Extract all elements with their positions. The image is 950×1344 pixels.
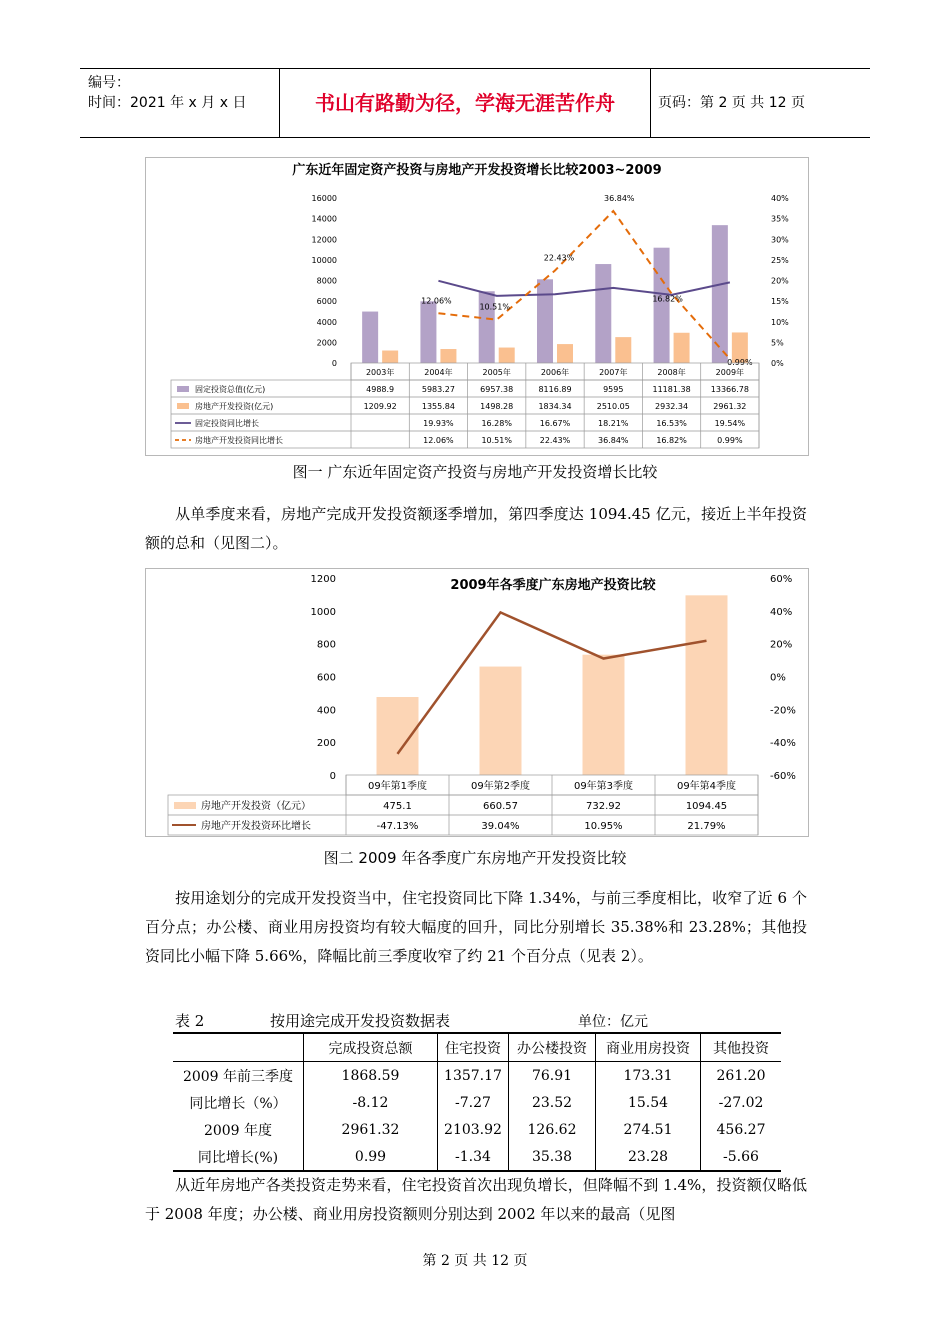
data-table-cell: 1209.92 <box>363 402 397 411</box>
x-tick-label: 09年第4季度 <box>676 781 737 792</box>
bar-fixed-investment <box>712 225 728 363</box>
data-table-cell: 1355.84 <box>421 402 455 411</box>
data-table-cell: 13366.78 <box>710 385 749 394</box>
bar-quarterly-investment <box>377 697 419 775</box>
chart2-caption: 图二 2009 年各季度广东房地产开发投资比较 <box>323 849 627 867</box>
data-table-cell: 2932.34 <box>655 402 689 411</box>
data-table-cell: 36.84% <box>598 436 629 445</box>
data-table-cell: 19.93% <box>423 419 454 428</box>
data-table-cell: 16.67% <box>539 419 571 428</box>
chart1-frame <box>145 157 809 456</box>
x-tick-label: 2003年 <box>365 368 395 377</box>
y-right-tick: 40% <box>770 606 793 618</box>
data-table-cell: 22.43% <box>539 436 571 445</box>
x-tick-label: 2009年 <box>715 368 745 377</box>
table-header-cell <box>173 1033 304 1062</box>
bar-quarterly-investment <box>583 655 625 775</box>
chart2-frame <box>145 568 809 837</box>
table2-title: 按用途完成开发投资数据表 <box>270 1012 451 1030</box>
legend-label: 房地产开发投资(亿元) <box>195 402 274 411</box>
y-left-tick: 12000 <box>311 235 337 245</box>
data-table-cell: 0.99% <box>717 436 743 445</box>
y-right-tick: 30% <box>771 235 789 245</box>
legend-label: 房地产开发投资同比增长 <box>195 436 283 445</box>
bar-fixed-investment <box>654 248 670 363</box>
x-tick-label: 2005年 <box>482 368 511 377</box>
chart2-title: 2009年各季度广东房地产投资比较 <box>450 578 656 593</box>
legend-label: 固定投资同比增长 <box>195 419 259 428</box>
table-header-cell: 办公楼投资 <box>509 1033 596 1062</box>
data-label-realestate-growth: 36.84% <box>604 194 635 204</box>
data-label-realestate-growth: 10.51% <box>479 302 510 312</box>
y-right-tick: 40% <box>771 194 789 203</box>
data-label-realestate-growth: 12.06% <box>421 296 452 306</box>
x-tick-label: 09年第3季度 <box>573 781 634 792</box>
table-header-row <box>173 1033 781 1062</box>
table-header-cell: 商业用房投资 <box>596 1033 701 1062</box>
data-table-cell: 2510.05 <box>596 402 630 411</box>
y-left-tick: 8000 <box>316 276 337 286</box>
table-row-label: 2009 年度 <box>203 1122 273 1139</box>
data-label-realestate-growth: 16.82% <box>652 294 683 304</box>
y-right-tick: 25% <box>771 255 789 265</box>
chart1-title: 广东近年固定资产投资与房地产开发投资增长比较2003~2009 <box>292 163 662 178</box>
line-quarterly-growth <box>398 612 707 753</box>
x-tick-label: 09年第1季度 <box>367 781 428 792</box>
legend-label: 房地产开发投资环比增长 <box>201 821 311 832</box>
bar-realestate-investment <box>499 348 515 363</box>
paragraph-2: 按用途划分的完成开发投资当中，住宅投资同比下降 1.34%，与前三季度相比，收窄了近 6 个百分点；办公楼、商业用房投资均有较大幅度的回升，同比分别增长 35.38%和 23.28%；其他投资同比小幅下降 5.66%，降幅比前三季度收窄了约 21 个百分点（见表 2）。 <box>145 889 807 965</box>
data-table-cell: 732.92 <box>586 801 621 812</box>
bar-realestate-investment <box>557 344 573 363</box>
table-cell: 35.38 <box>509 1143 596 1171</box>
y-left-tick: 0 <box>331 359 337 368</box>
table2-unit: 单位：亿元 <box>578 1014 648 1030</box>
table-row <box>173 1143 781 1171</box>
code-label: 编号： <box>88 75 130 91</box>
data-table-cell: 1834.34 <box>538 402 572 411</box>
data-table-cell: 6957.38 <box>480 385 514 394</box>
table-header-cell: 其他投资 <box>701 1033 782 1062</box>
data-table-cell: 475.1 <box>383 801 412 812</box>
y-right-tick: 0% <box>771 359 784 368</box>
chart1-caption: 图一 广东近年固定资产投资与房地产开发投资增长比较 <box>292 463 658 481</box>
legend-swatch <box>177 403 189 409</box>
y-left-tick: 14000 <box>311 214 337 224</box>
page-header <box>80 68 870 138</box>
data-table-cell: 1094.45 <box>685 801 728 812</box>
data-table-cell: 1498.28 <box>480 402 514 411</box>
y-left-tick: 400 <box>316 705 336 717</box>
time-label: 时间：2021 年 x 月 x 日 <box>88 95 247 111</box>
table-cell: 456.27 <box>701 1116 782 1143</box>
data-table-cell: 16.53% <box>656 419 687 428</box>
legend-swatch <box>174 802 196 809</box>
bar-fixed-investment <box>362 312 378 363</box>
table2 <box>173 1032 781 1172</box>
y-right-tick: -60% <box>770 771 796 782</box>
y-left-tick: 10000 <box>311 255 337 265</box>
data-table-cell: 9595 <box>603 385 624 394</box>
table-row-label: 2009 年前三季度 <box>173 1062 304 1090</box>
y-right-tick: 0% <box>770 672 786 684</box>
data-table-cell: 12.06% <box>423 436 454 445</box>
paragraph-1: 从单季度来看，房地产完成开发投资额逐季增加，第四季度达 1094.45 亿元，接近上半年投资额的总和（见图二）。 <box>145 505 807 552</box>
table-row-label: 同比增长（%） <box>189 1095 287 1112</box>
y-right-tick: 20% <box>771 276 789 286</box>
header-motto: 书山有路勤为径，学海无涯苦作舟 <box>280 69 651 137</box>
data-table-cell: 4988.9 <box>366 385 395 394</box>
bar-fixed-investment <box>595 264 611 363</box>
x-tick-label: 2008年 <box>657 368 686 377</box>
table-cell: 23.28 <box>596 1143 701 1171</box>
table-cell: 2103.92 <box>438 1116 509 1143</box>
data-table-cell: 660.57 <box>483 801 518 812</box>
y-right-tick: 35% <box>771 214 789 224</box>
data-table-cell: 18.21% <box>598 419 629 428</box>
legend-label: 固定投资总值(亿元) <box>195 385 266 394</box>
legend-swatch <box>177 386 189 392</box>
y-left-tick: 0 <box>329 771 336 782</box>
table-cell: -27.02 <box>701 1089 782 1116</box>
table-header-cell: 住宅投资 <box>438 1033 509 1062</box>
data-table-cell: 39.04% <box>481 821 520 832</box>
table-cell: 1357.17 <box>438 1062 509 1090</box>
y-right-tick: 15% <box>771 297 789 307</box>
header-meta <box>80 69 280 137</box>
y-right-tick: 5% <box>771 338 784 348</box>
y-left-tick: 4000 <box>316 317 337 327</box>
data-table-cell: 10.51% <box>481 436 512 445</box>
table-cell: 2961.32 <box>304 1116 438 1143</box>
bar-realestate-investment <box>382 351 398 363</box>
header-page-number: 页码：第 2 页 共 12 页 <box>658 95 805 111</box>
y-right-tick: 10% <box>771 317 789 327</box>
data-table-cell: 16.28% <box>481 419 512 428</box>
y-left-tick: 200 <box>316 738 336 750</box>
data-table-cell: 21.79% <box>687 821 726 832</box>
table-cell: -7.27 <box>438 1089 509 1116</box>
paragraph-3: 从近年房地产各类投资走势来看，住宅投资首次出现负增长，但降幅不到 1.4%，投资额仅略低于 2008 年度；办公楼、商业用房投资额则分别达到 2002 年以来的最高（见图 <box>145 1176 807 1223</box>
data-table-cell: 8116.89 <box>538 385 572 394</box>
data-table-cell: 19.54% <box>714 419 746 428</box>
y-right-tick: -40% <box>770 738 796 750</box>
table-row <box>173 1062 781 1090</box>
table-cell: -1.34 <box>438 1143 509 1171</box>
y-left-tick: 600 <box>316 672 336 684</box>
table2-label: 表 2 <box>175 1012 205 1030</box>
table-cell: 23.52 <box>509 1089 596 1116</box>
y-left-tick: 800 <box>316 639 336 651</box>
table-cell: -8.12 <box>304 1089 438 1116</box>
table-cell: 126.62 <box>509 1116 596 1143</box>
page-footer: 第 2 页 共 12 页 <box>422 1253 528 1269</box>
y-right-tick: -20% <box>770 705 796 717</box>
bar-realestate-investment <box>440 349 456 363</box>
y-left-tick: 6000 <box>316 297 337 307</box>
legend-label: 房地产开发投资（亿元） <box>201 801 311 812</box>
bar-quarterly-investment <box>480 667 522 775</box>
table-cell: -5.66 <box>701 1143 782 1171</box>
table-header-cell: 完成投资总额 <box>304 1033 438 1062</box>
table-cell: 1868.59 <box>304 1062 438 1090</box>
bar-quarterly-investment <box>686 595 728 775</box>
data-table-cell: 2961.32 <box>713 402 747 411</box>
y-right-tick: 60% <box>770 574 793 585</box>
bar-realestate-investment <box>674 333 690 363</box>
data-table-cell: 10.95% <box>584 821 623 832</box>
data-label-realestate-growth: 22.43% <box>543 253 575 263</box>
data-label-realestate-growth: 0.99% <box>727 357 753 367</box>
bar-realestate-investment <box>615 337 631 363</box>
bar-fixed-investment <box>420 301 436 363</box>
y-left-tick: 2000 <box>316 338 337 348</box>
data-table-cell: 5983.27 <box>421 385 455 394</box>
data-table-cell: 11181.38 <box>652 385 691 394</box>
bar-fixed-investment <box>537 279 553 363</box>
data-table-cell: 16.82% <box>656 436 687 445</box>
table-cell: 173.31 <box>596 1062 701 1090</box>
x-tick-label: 09年第2季度 <box>470 781 531 792</box>
table-cell: 261.20 <box>701 1062 782 1090</box>
data-table-cell: -47.13% <box>376 821 419 832</box>
table-row <box>173 1116 781 1143</box>
table-row-label: 同比增长(%) <box>173 1143 304 1171</box>
x-tick-label: 2006年 <box>540 368 570 377</box>
table-row <box>173 1089 781 1116</box>
chart1-svg <box>146 158 808 455</box>
table-cell: 76.91 <box>509 1062 596 1090</box>
x-tick-label: 2007年 <box>599 368 628 377</box>
x-tick-label: 2004年 <box>424 368 453 377</box>
chart2-svg <box>146 569 808 836</box>
y-left-tick: 1000 <box>310 606 336 618</box>
table-cell: 15.54 <box>596 1089 701 1116</box>
table-cell: 274.51 <box>596 1116 701 1143</box>
y-right-tick: 20% <box>770 639 793 651</box>
y-left-tick: 1200 <box>310 574 336 585</box>
table-cell: 0.99 <box>304 1143 438 1171</box>
y-left-tick: 16000 <box>311 194 337 203</box>
